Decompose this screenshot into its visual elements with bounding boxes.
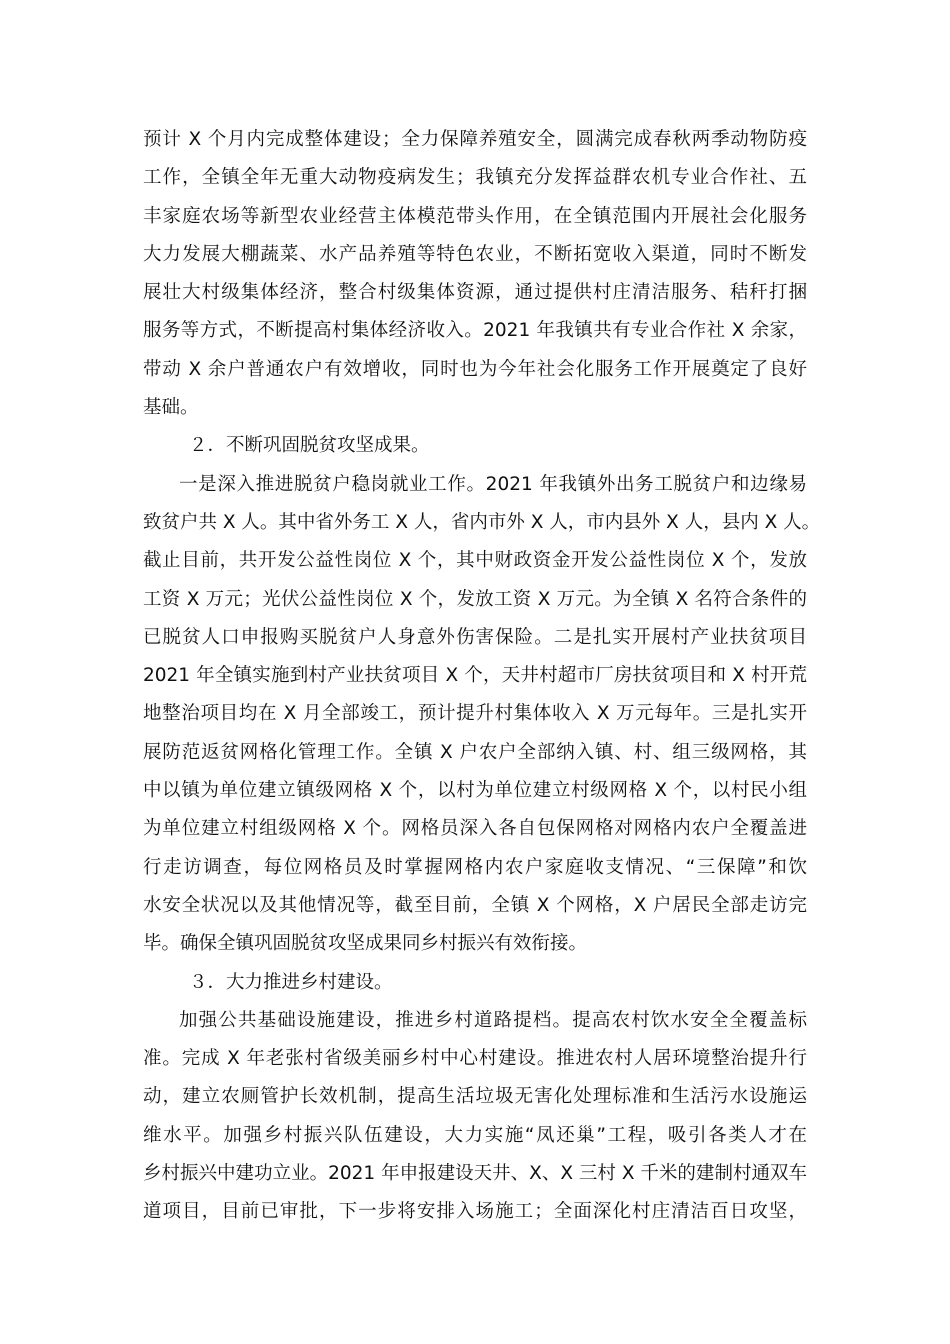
text-line: 带动 X 余户普通农户有效增收，同时也为今年社会化服务工作开展奠定了良好 — [143, 358, 807, 380]
text-line: 展防范返贫网格化管理工作。全镇 X 户农户全部纳入镇、村、组三级网格，其 — [143, 741, 807, 763]
text-line: 毕。确保全镇巩固脱贫攻坚成果同乡村振兴有效衔接。 — [143, 933, 588, 955]
text-line: 基础。 — [143, 397, 199, 419]
text-line: 工资 X 万元；光伏公益性岗位 X 个，发放工资 X 万元。为全镇 X 名符合条件的 — [143, 588, 807, 610]
paragraph-first-line: 一是深入推进脱贫户稳岗就业工作。2021 年我镇外出务工脱贫户和边缘易 — [179, 473, 807, 495]
text-line: 展壮大村级集体经济，整合村级集体资源，通过提供村庄清洁服务、秸秆打捆 — [143, 282, 807, 304]
section-heading: ３．大力推进乡村建设。 — [189, 971, 393, 993]
text-line: 截止目前，共开发公益性岗位 X 个，其中财政资金开发公益性岗位 X 个，发放 — [143, 550, 807, 572]
text-line: 已脱贫人口申报购买脱贫户人身意外伤害保险。二是扎实开展村产业扶贫项目 — [143, 626, 807, 648]
text-line: 维水平。加强乡村振兴队伍建设，大力实施“凤还巢”工程，吸引各类人才在 — [143, 1124, 807, 1146]
text-line: 行走访调查，每位网格员及时掌握网格内农户家庭收支情况、“三保障”和饮 — [143, 856, 807, 878]
text-line: 地整治项目均在 X 月全部竣工，预计提升村集体收入 X 万元每年。三是扎实开 — [143, 703, 807, 725]
text-line: 服务等方式，不断提高村集体经济收入。2021 年我镇共有专业合作社 X 余家， — [143, 320, 807, 342]
text-line: 致贫户共 X 人。其中省外务工 X 人，省内市外 X 人，市内县外 X 人，县内 X 人。 — [143, 511, 821, 533]
text-line: 准。完成 X 年老张村省级美丽乡村中心村建设。推进农村人居环境整治提升行 — [143, 1048, 807, 1070]
text-line: 水安全状况以及其他情况等，截至目前，全镇 X 个网格，X 户居民全部走访完 — [143, 894, 807, 916]
paragraph-first-line: 加强公共基础设施建设，推进乡村道路提档。提高农村饮水安全全覆盖标 — [179, 1009, 807, 1031]
text-line: 动，建立农厕管护长效机制，提高生活垃圾无害化处理标准和生活污水设施运 — [143, 1086, 807, 1108]
text-line: 工作，全镇全年无重大动物疫病发生；我镇充分发挥益群农机专业合作社、五 — [143, 167, 807, 189]
text-line: 中以镇为单位建立镇级网格 X 个，以村为单位建立村级网格 X 个，以村民小组 — [143, 780, 807, 802]
text-line: 道项目，目前已审批，下一步将安排入场施工；全面深化村庄清洁百日攻坚， — [143, 1201, 807, 1223]
text-line: 预计 X 个月内完成整体建设；全力保障养殖安全，圆满完成春秋两季动物防疫 — [143, 129, 807, 150]
text-line: 2021 年全镇实施到村产业扶贫项目 X 个，天井村超市厂房扶贫项目和 X 村开荒 — [143, 665, 807, 687]
text-line: 乡村振兴中建功立业。2021 年申报建设天井、X、X 三村 X 千米的建制村通双车 — [143, 1163, 807, 1185]
body-text — [143, 121, 821, 1232]
section-heading: ２．不断巩固脱贫攻坚成果。 — [189, 435, 430, 457]
text-line: 为单位建立村组级网格 X 个。网格员深入各自包保网格对网格内农户全覆盖进 — [143, 818, 807, 840]
text-line: 丰家庭农场等新型农业经营主体模范带头作用，在全镇范围内开展社会化服务 — [143, 205, 807, 227]
text-line: 大力发展大棚蔬菜、水产品养殖等特色农业，不断拓宽收入渠道，同时不断发 — [143, 243, 807, 265]
